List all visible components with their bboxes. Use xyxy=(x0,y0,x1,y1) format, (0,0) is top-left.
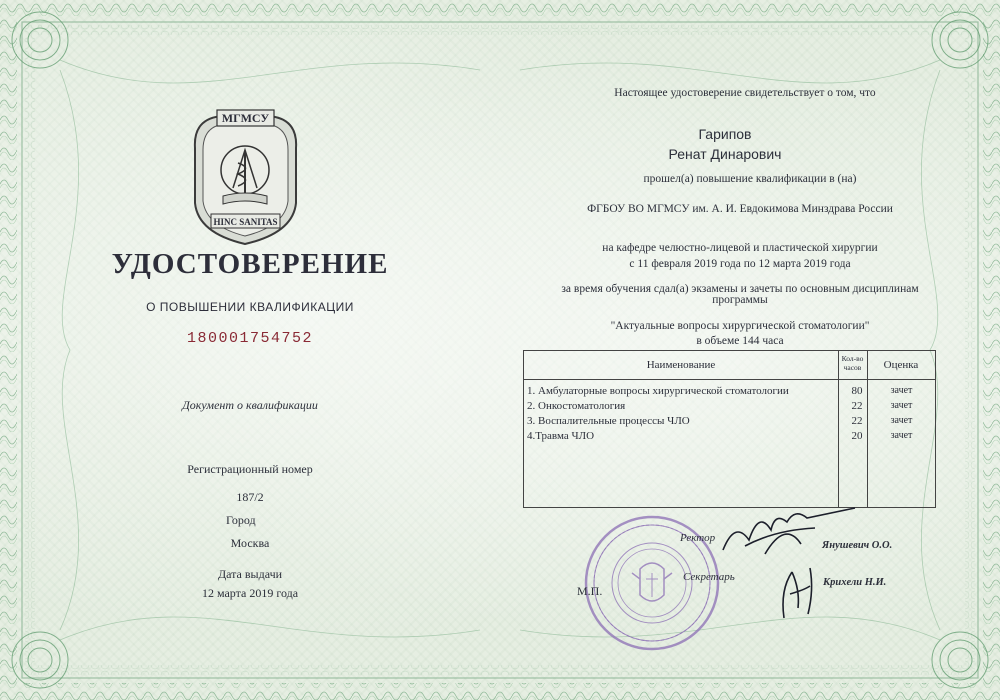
certificate-title: УДОСТОВЕРЕНИЕ xyxy=(111,248,389,280)
table-row xyxy=(524,415,935,429)
registration-label: Регистрационный номер xyxy=(187,462,313,476)
rector-name: Янушевич О.О. xyxy=(822,540,893,551)
table-header-hours xyxy=(838,354,867,372)
secretary-signature xyxy=(770,560,840,620)
table-header-hours-line-2: часов xyxy=(843,363,862,372)
table-row xyxy=(524,430,935,444)
row-discipline: 1. Амбулаторные вопросы хирургической стоматологии xyxy=(527,385,789,397)
exams-line-2: программы xyxy=(712,294,768,306)
row-hours: 22 xyxy=(851,415,863,427)
row-grade: зачет xyxy=(890,415,913,426)
program-volume: в объеме 144 часа xyxy=(696,335,784,347)
disciplines-table xyxy=(523,350,936,508)
table-header-hours-line-1: Кол-во xyxy=(841,354,864,363)
rector-label: Ректор xyxy=(680,532,716,544)
city-label: Город xyxy=(226,513,256,527)
row-grade: зачет xyxy=(890,400,913,411)
program-name: "Актуальные вопросы хирургической стоматологии" xyxy=(610,320,870,332)
row-grade: зачет xyxy=(890,385,913,396)
secretary-label: Секретарь xyxy=(683,571,735,583)
certificate-number: 180001754752 xyxy=(186,330,314,347)
department-text: на кафедре челюстно-лицевой и пластической хирургии xyxy=(602,242,878,254)
row-hours: 22 xyxy=(851,400,863,412)
table-row xyxy=(524,385,935,399)
table-row xyxy=(524,400,935,414)
table-header-divider xyxy=(524,379,935,380)
row-discipline: 3. Воспалительные процессы ЧЛО xyxy=(527,415,690,427)
organization-name: ФГБОУ ВО МГМСУ им. А. И. Евдокимова Минздрава России xyxy=(587,203,893,215)
issue-date: 12 марта 2019 года xyxy=(201,586,299,600)
emblem-top-text: МГМСУ xyxy=(221,111,270,125)
document-type: Документ о квалификации xyxy=(182,398,318,412)
table-header-grade: Оценка xyxy=(883,359,919,371)
university-emblem xyxy=(183,108,308,246)
row-hours: 20 xyxy=(851,430,863,442)
table-column-divider xyxy=(867,351,868,507)
rector-signature xyxy=(715,500,865,560)
certificate-subtitle: О ПОВЫШЕНИИ КВАЛИФИКАЦИИ xyxy=(146,300,354,314)
row-grade: зачет xyxy=(890,430,913,441)
holder-given-names: Ренат Динарович xyxy=(668,146,782,162)
exams-line-1: за время обучения сдал(а) экзамены и зачеты по основным дисциплинам xyxy=(561,283,919,295)
city-value: Москва xyxy=(230,536,270,550)
row-hours: 80 xyxy=(851,385,863,397)
row-discipline: 2. Онкостоматология xyxy=(527,400,626,412)
row-discipline: 4.Травма ЧЛО xyxy=(527,430,595,442)
training-period: с 11 февраля 2019 года по 12 марта 2019 года xyxy=(629,258,851,270)
issue-date-label: Дата выдачи xyxy=(217,567,283,581)
intro-text: Настоящее удостоверение свидетельствует о том, что xyxy=(614,87,876,99)
exams-text xyxy=(520,284,960,306)
holder-surname: Гарипов xyxy=(698,126,752,142)
table-column-divider xyxy=(838,351,839,507)
registration-number: 187/2 xyxy=(236,490,264,504)
seal-place-label: М.П. xyxy=(577,584,603,598)
passed-text: прошел(а) повышение квалификации в (на) xyxy=(643,173,857,185)
table-header-name: Наименование xyxy=(646,359,716,371)
emblem-motto: HINC SANITAS xyxy=(213,217,278,227)
secretary-name: Крихели Н.И. xyxy=(823,577,887,588)
